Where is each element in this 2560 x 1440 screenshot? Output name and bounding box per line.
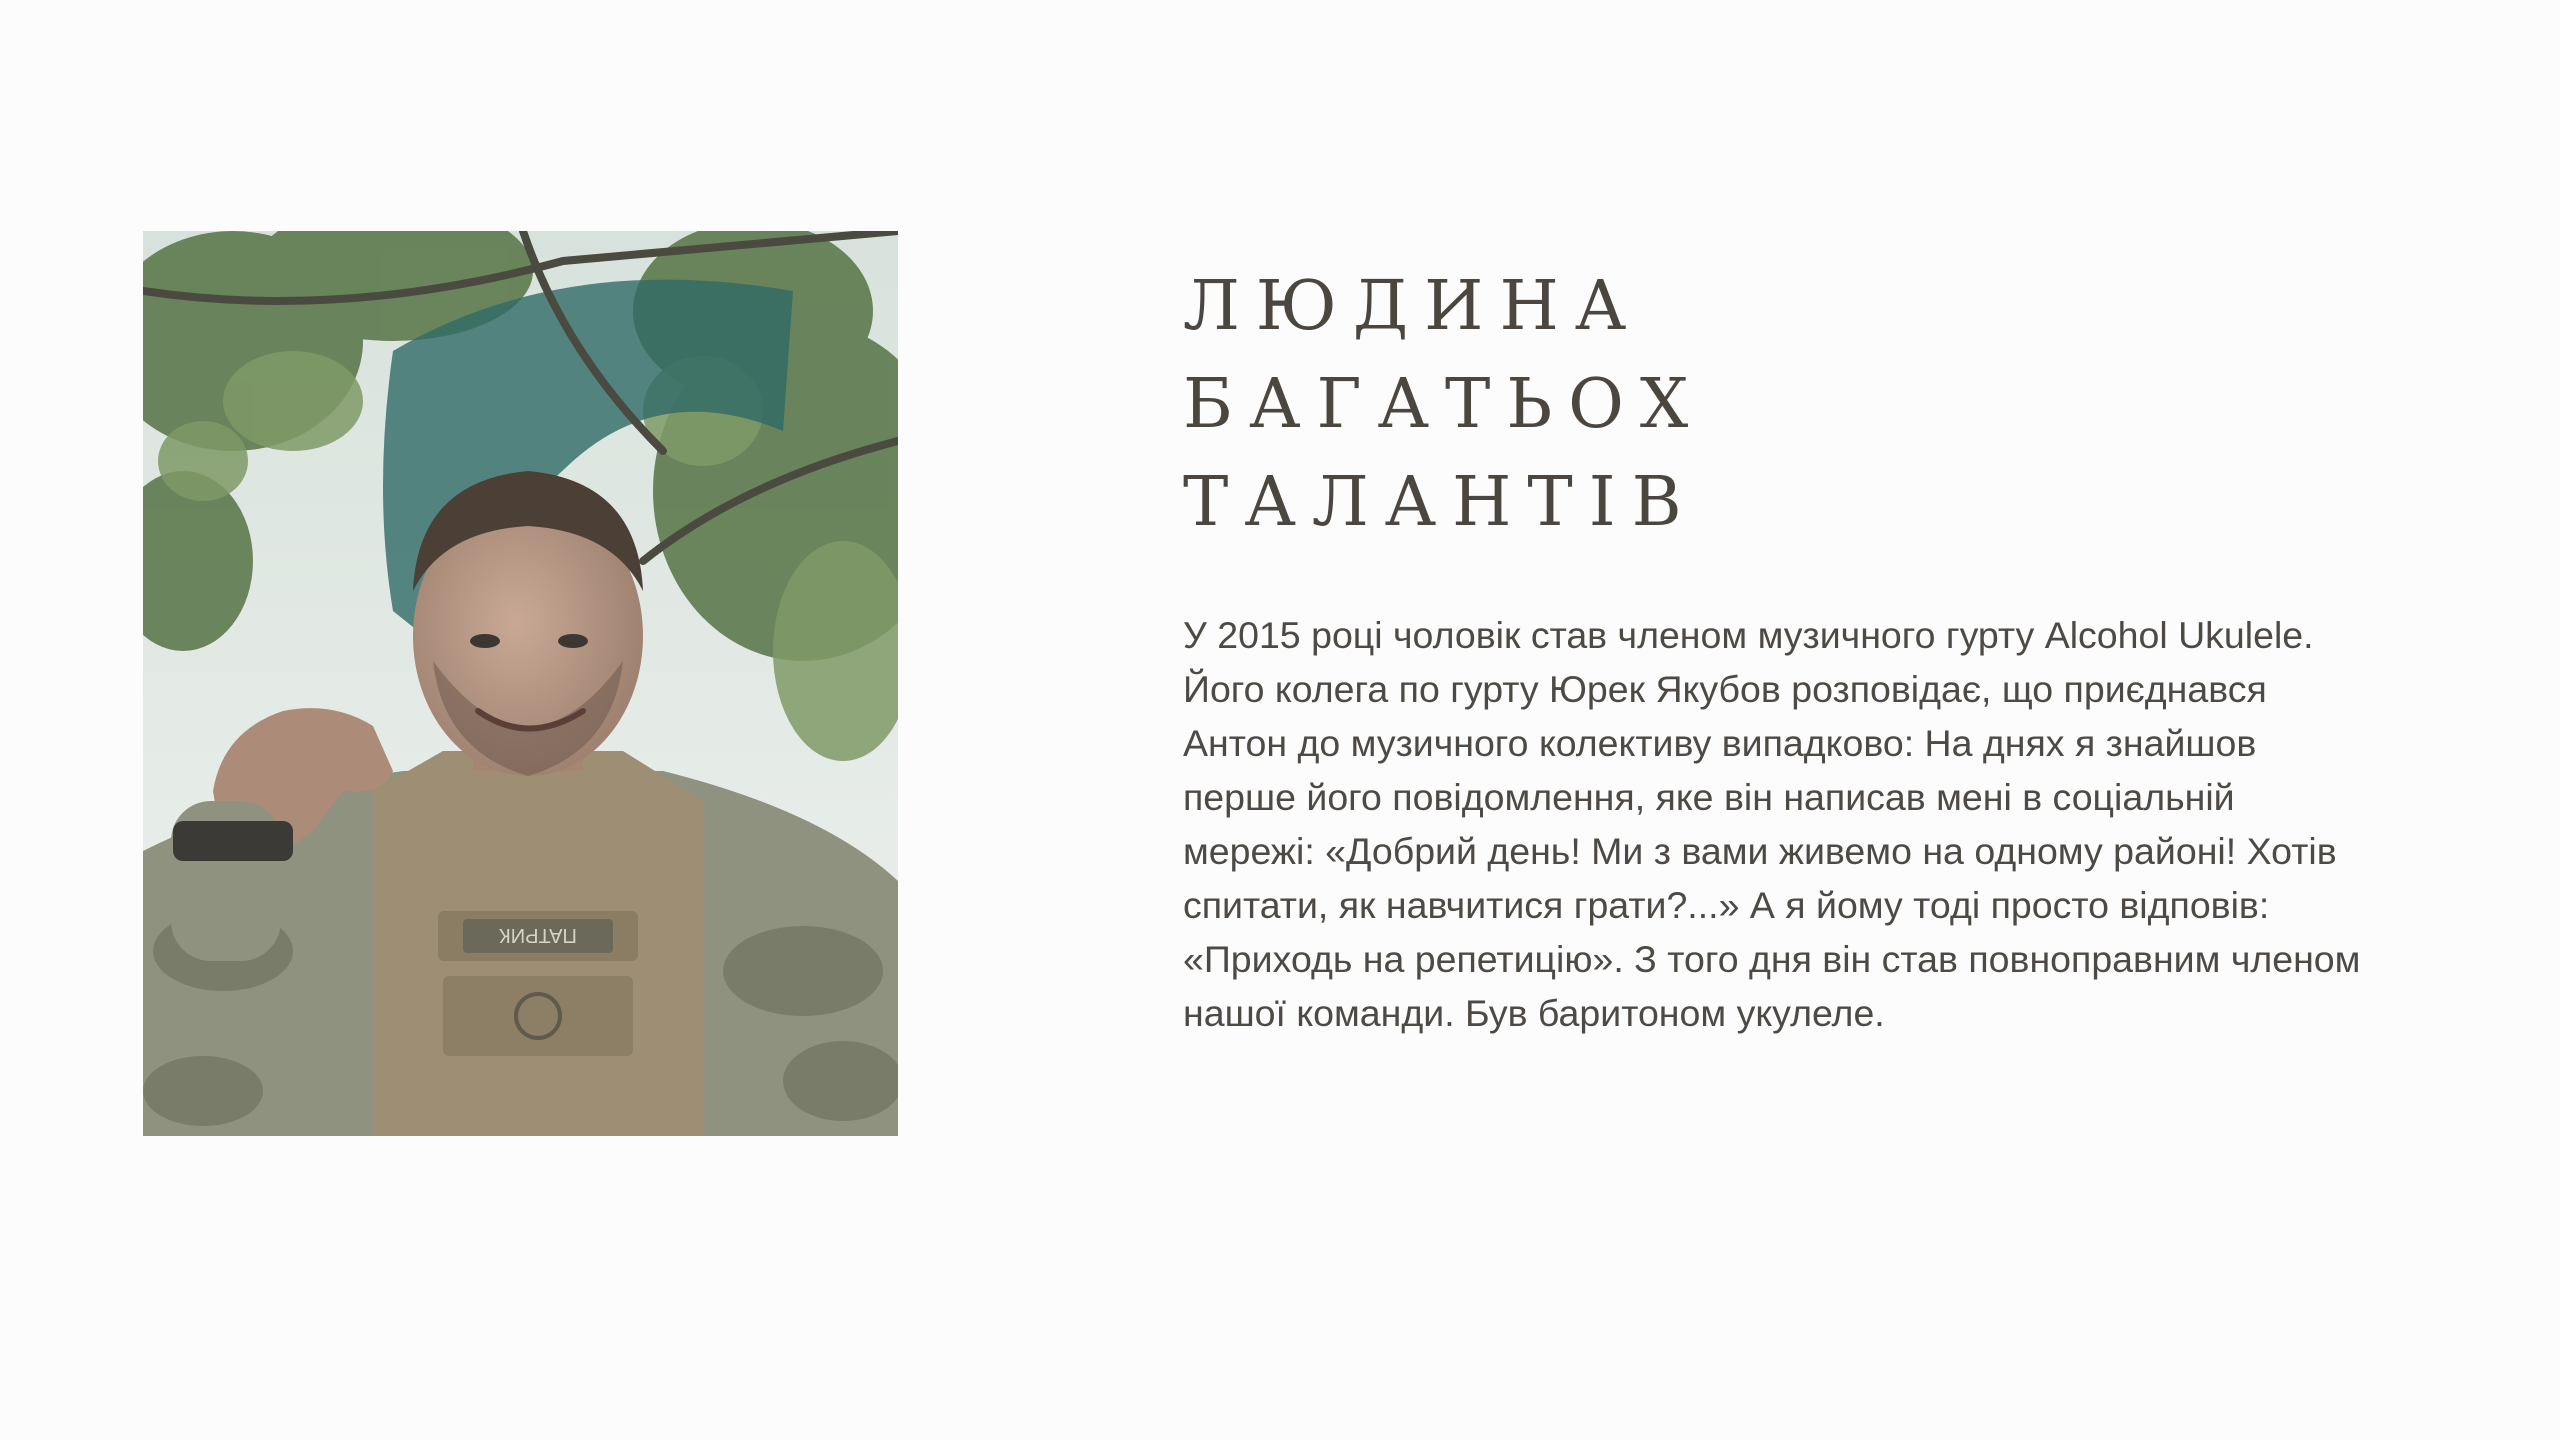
section-title-line-1: ЛЮДИНА	[1183, 267, 1643, 346]
section-title-line-3: ТАЛАНТІВ	[1183, 463, 1698, 542]
section-title-line-2: БАГАТЬОХ	[1183, 365, 1705, 444]
soldier-portrait-photo	[143, 231, 898, 1136]
section-paragraph: У 2015 році чоловік став членом музичного гурту Alcohol Ukulele. Його колега по гурту Юрек Якубов розповідає, що приєднався Антон до музичного колективу випадково: На днях я знайшов перше його повідомлення, яке він написав мені в соціальній мережі: «Добрий день! Ми з вами живемо на одному районі! Хотів спитати, як навчитися грати?...» А я йому тоді просто відповів: «Приходь на репетицію». З того дня він став повноправним членом нашої команди. Був баритоном укулеле.	[1183, 614, 2361, 1034]
section-title	[1183, 258, 2363, 552]
name-patch-text: ПАТРИК	[499, 924, 577, 946]
content-column	[1183, 258, 2363, 1040]
portrait-illustration	[143, 231, 898, 1136]
